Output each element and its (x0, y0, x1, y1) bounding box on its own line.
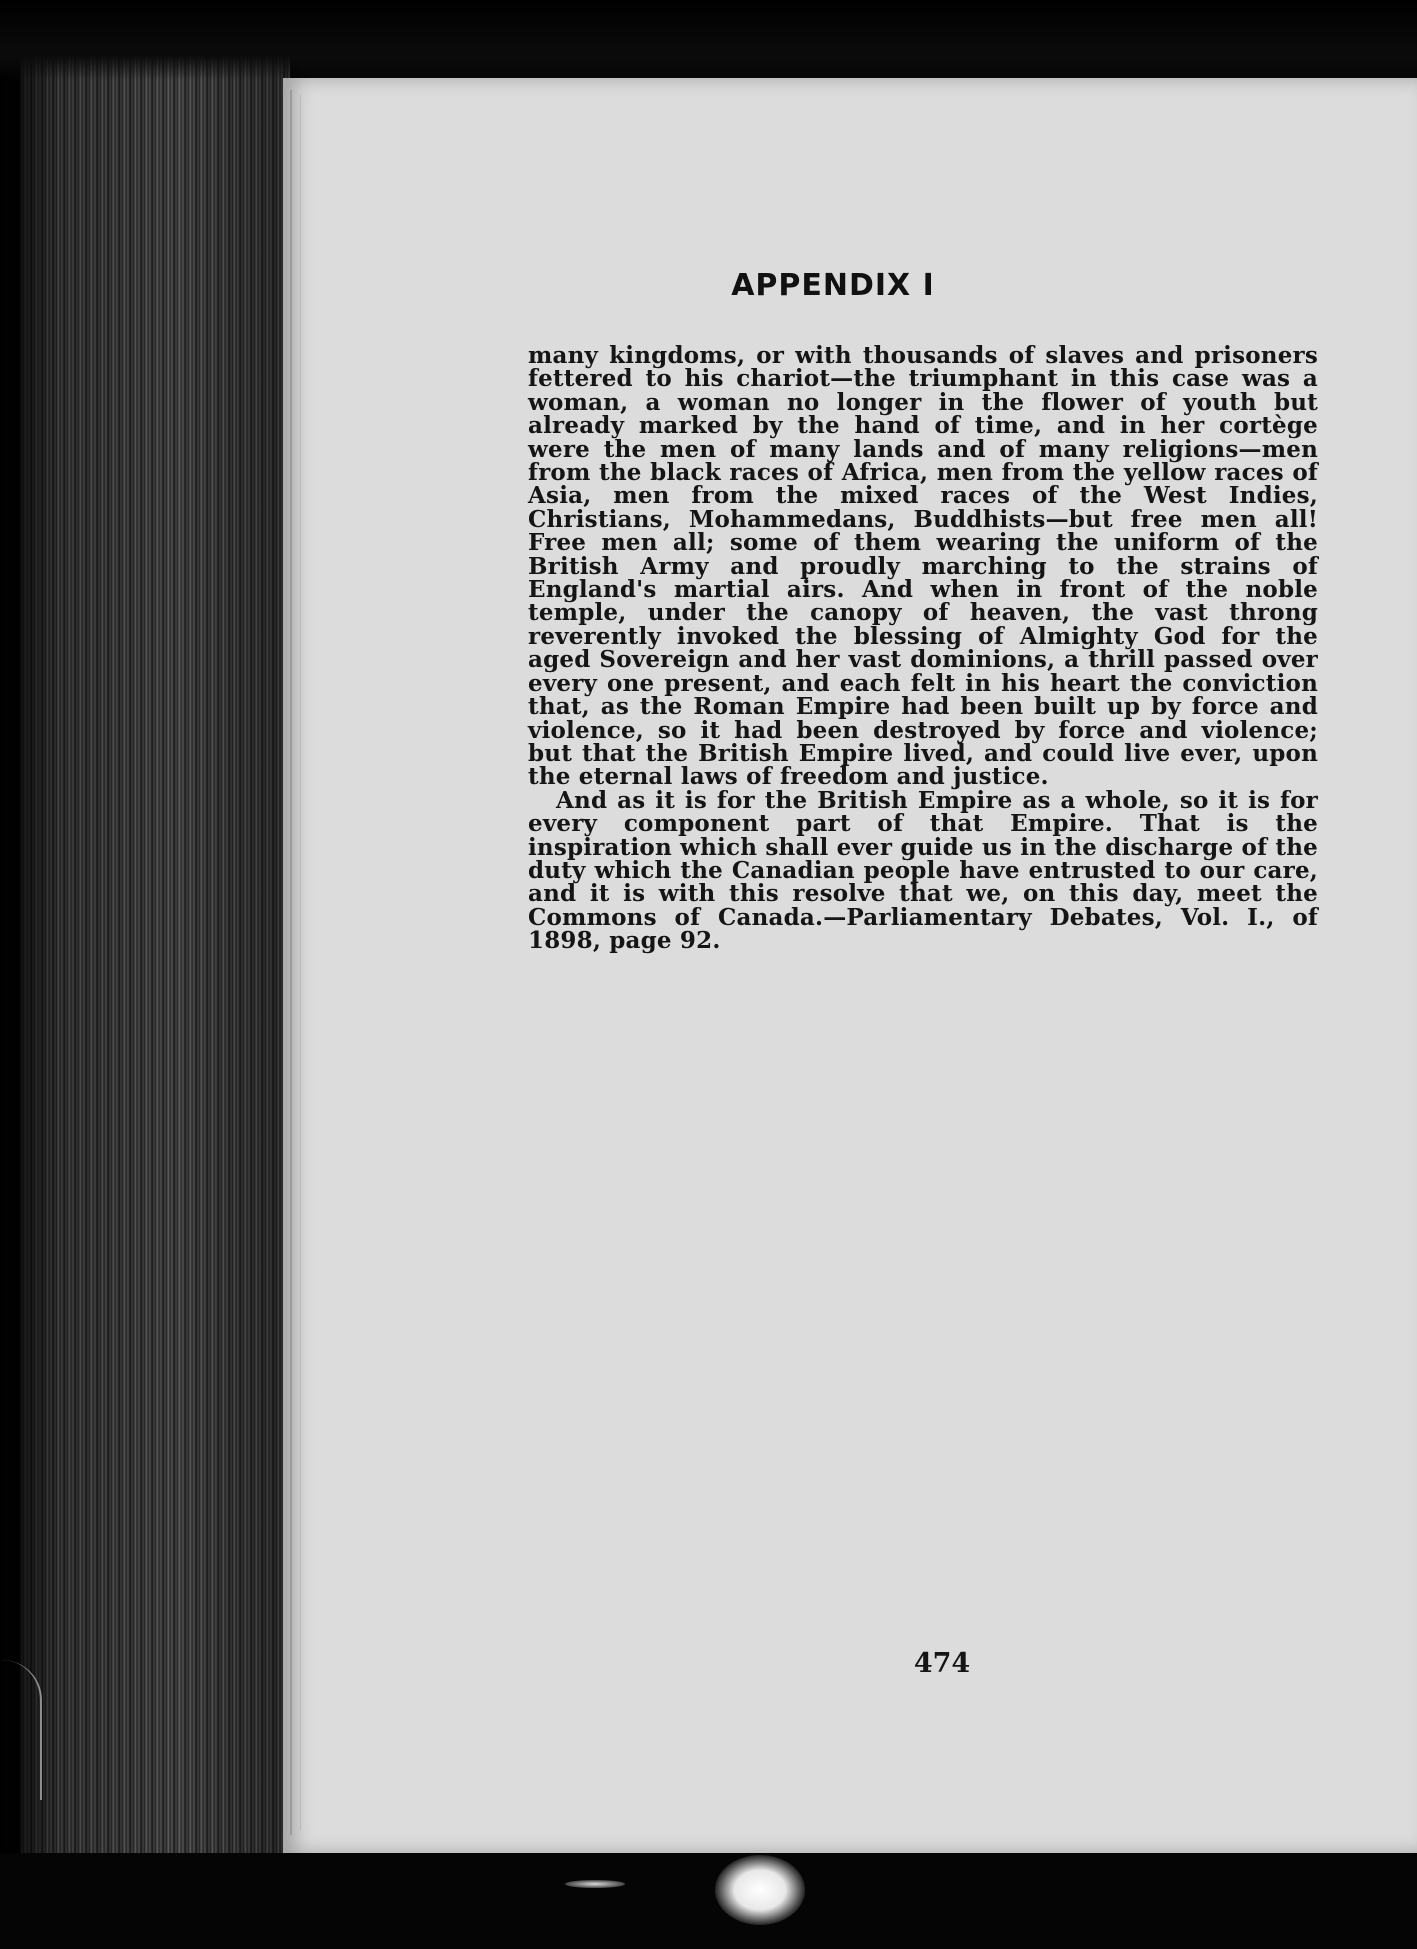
body-text (528, 344, 1318, 953)
top-shadow (0, 0, 1417, 80)
light-glare (715, 1855, 805, 1925)
bottom-shadow (0, 1853, 1417, 1949)
running-head: APPENDIX I (731, 268, 935, 303)
page-number: 474 (913, 1648, 971, 1679)
page-inner-edge (290, 90, 292, 1835)
gutter-shadow (0, 0, 300, 1949)
light-reflection (565, 1880, 625, 1888)
paragraph-2: And as it is for the British Empire as a whole, so it is for every component part of that Empire. That is the inspiration which shall ever guide us in the discharge of the duty which the Canadian people have entrusted to our care, and it is with this resolve that we, on this day, meet the Commons of Canada.—Parliamentary Debates, Vol. I., of 1898, page 92. (528, 786, 1318, 955)
page-inner-edge-secondary (300, 95, 301, 1830)
page-curl (0, 1660, 42, 1800)
paragraph-1: many kingdoms, or with thousands of slaves and prisoners fettered to his chariot—the triumphant in this case was a woman, a woman no longer in the flower of youth but already marked by the hand of time, and in her cortège were the men of many lands and of many religions—men from the black races of Africa, men from the yellow races of Asia, men from the mixed races of the West Indies, Christians, Mohammedans, Buddhists—but free men all! Free men all; some of them wearing the uniform of the British Army and proudly marching to the strains of England's martial airs. And when in front of the noble temple, under the canopy of heaven, the vast throng reverently invoked the blessing of Almighty God for the aged Sovereign and her vast dominions, a thrill passed over every one present, and each felt in his heart the conviction that, as the Roman Empire had been built up by force and violence, so it had been destroyed by force and violence; but that the British Empire lived, and could live ever, upon the eternal laws of freedom and justice. (528, 342, 1318, 791)
